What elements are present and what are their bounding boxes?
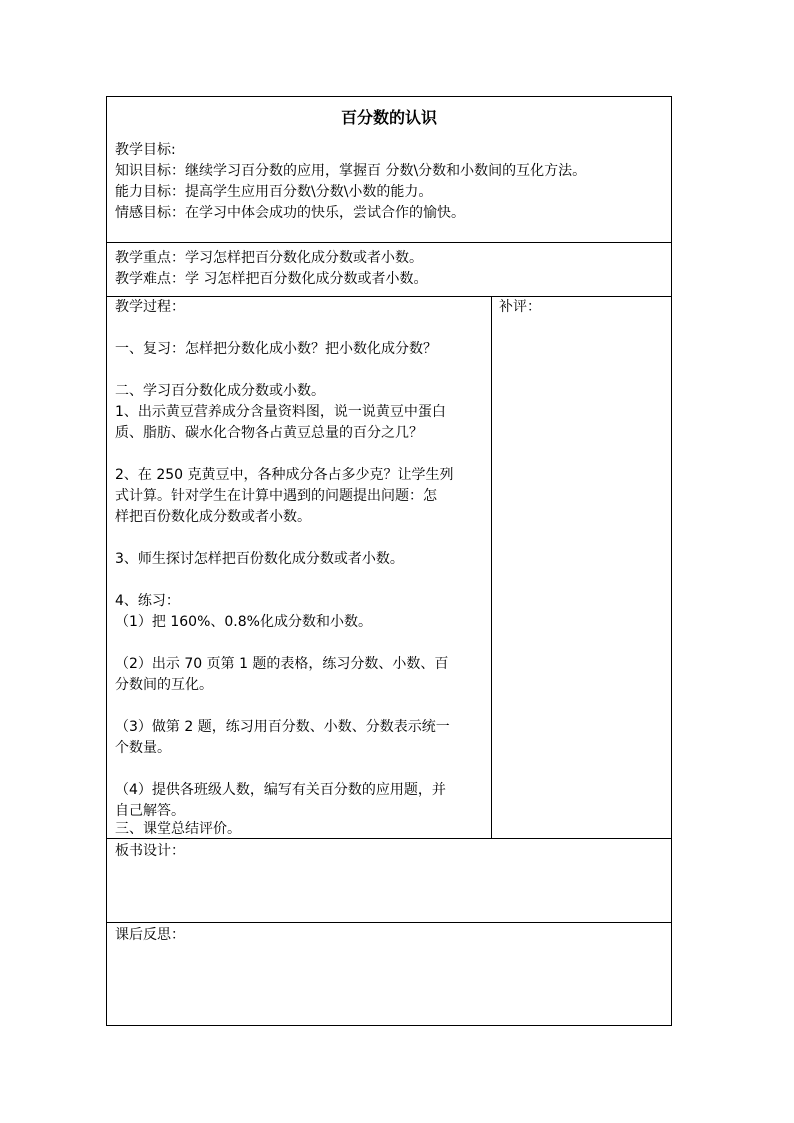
item-one-line-2: 质、脂肪、碳水化合物各占黄豆总量的百分之几？ [115,425,423,441]
exercise-four-line-2: 自己解答。 [115,803,185,819]
board-design-row [107,839,671,923]
page-title: 百分数的认识 [340,108,437,127]
class-summary: 三、课堂总结评价。 [115,821,241,837]
objectives-heading: 教学目标: [115,142,176,158]
teaching-focus: 教学重点：学习怎样把百分数化成分数或者小数。 [115,250,423,266]
exercise-two-line-2: 分数间的互化。 [115,677,213,693]
lesson-plan-table [106,96,672,1026]
exercise-one: （1）把 160%、0.8%化成分数和小数。 [115,614,372,630]
knowledge-objective: 知识目标：继续学习百分数的应用，掌握百 分数\分数和小数间的互化方法。 [115,163,587,179]
column-divider [491,297,492,838]
item-two-line-3: 样把百份数化成分数或者小数。 [115,509,311,525]
ability-objective: 能力目标：提高学生应用百分数\分数\小数的能力。 [115,184,433,200]
reflection-label: 课后反思： [115,927,185,943]
keypoints-row [107,243,671,297]
exercise-three-line-2: 个数量。 [115,740,171,756]
board-design-label: 板书设计： [115,843,185,859]
item-two-line-1: 2、在 250 克黄豆中，各种成分各占多少克？让学生列 [115,467,454,483]
item-one-line-1: 1、出示黄豆营养成分含量资料图，说一说黄豆中蛋白 [115,404,446,420]
section-two-heading: 二、学习百分数化成分数或小数。 [115,383,325,399]
process-heading: 教学过程： [115,299,185,315]
item-two-line-2: 式计算。针对学生在计算中遇到的问题提出问题：怎 [115,488,437,504]
process-row [107,297,671,839]
item-three: 3、师生探讨怎样把百份数化成分数或者小数。 [115,551,404,567]
exercise-two-line-1: （2）出示 70 页第 1 题的表格，练习分数、小数、百 [115,656,449,672]
objectives-row [107,97,671,243]
review-step: 一、复习：怎样把分数化成小数？把小数化成分数？ [115,341,437,357]
teaching-difficulty: 教学难点：学 习怎样把百分数化成分数或者小数。 [115,271,428,287]
supplement-label: 补评： [499,299,541,315]
item-four: 4、练习： [115,593,180,609]
emotion-objective: 情感目标：在学习中体会成功的快乐，尝试合作的愉快。 [115,205,465,221]
exercise-four-line-1: （4）提供各班级人数，编写有关百分数的应用题，并 [115,782,446,798]
reflection-row [107,923,671,1025]
exercise-three-line-1: （3）做第 2 题，练习用百分数、小数、分数表示统一 [115,719,450,735]
